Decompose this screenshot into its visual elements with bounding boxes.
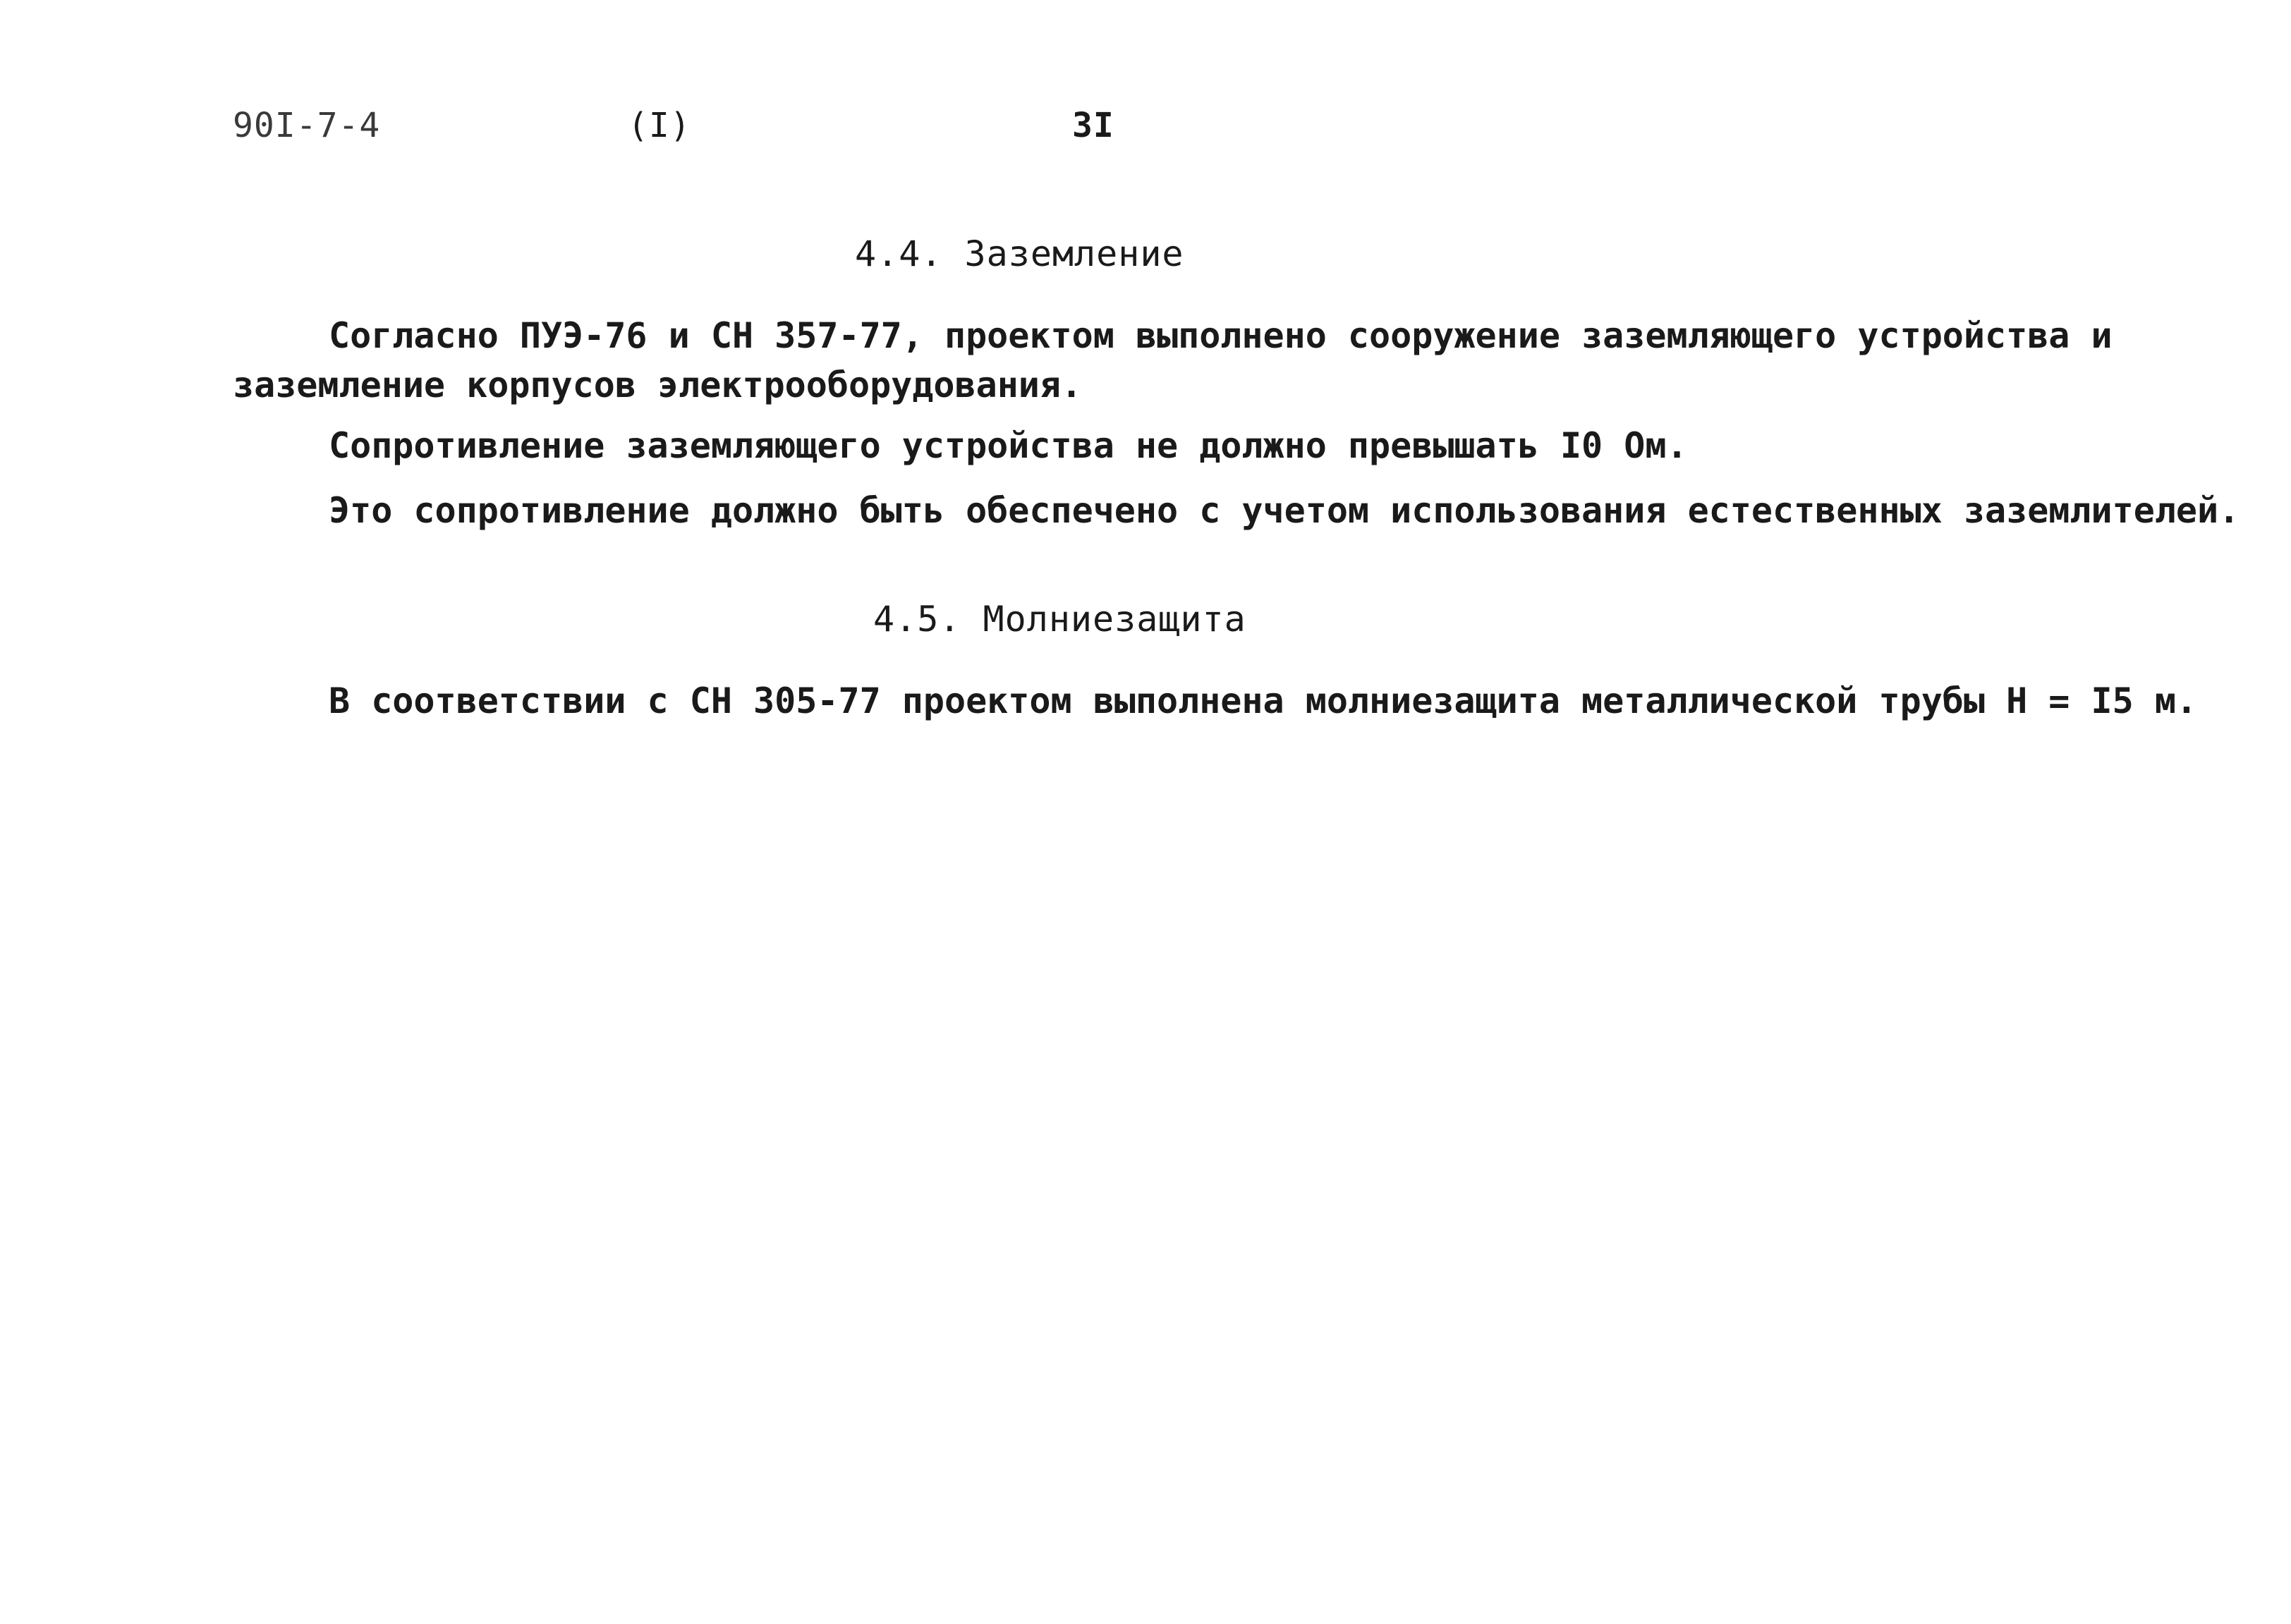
grounding-paragraph-1-line-1: Согласно ПУЭ-76 и СН 357-77, проектом выполнено сооружение заземляющего устройства и <box>329 315 2113 356</box>
grounding-paragraph-1-line-2: заземление корпусов электрооборудования. <box>233 365 1083 405</box>
page-number: 3I <box>1072 106 1114 145</box>
section-heading-grounding: 4.4. Заземление <box>855 233 1184 274</box>
grounding-paragraph-3: Это сопротивление должно быть обеспечено с учетом использования естественных заземлителей. <box>329 490 2240 531</box>
document-code: 90I-7-4 <box>233 106 381 145</box>
document-part: (I) <box>628 106 691 145</box>
section-heading-lightning: 4.5. Молниезащита <box>873 599 1246 640</box>
lightning-paragraph-1: В соответствии с СН 305-77 проектом выполнена молниезащита металлической трубы H = I5 м. <box>329 680 2198 721</box>
grounding-paragraph-2: Сопротивление заземляющего устройства не должно превышать I0 Ом. <box>329 425 1688 466</box>
